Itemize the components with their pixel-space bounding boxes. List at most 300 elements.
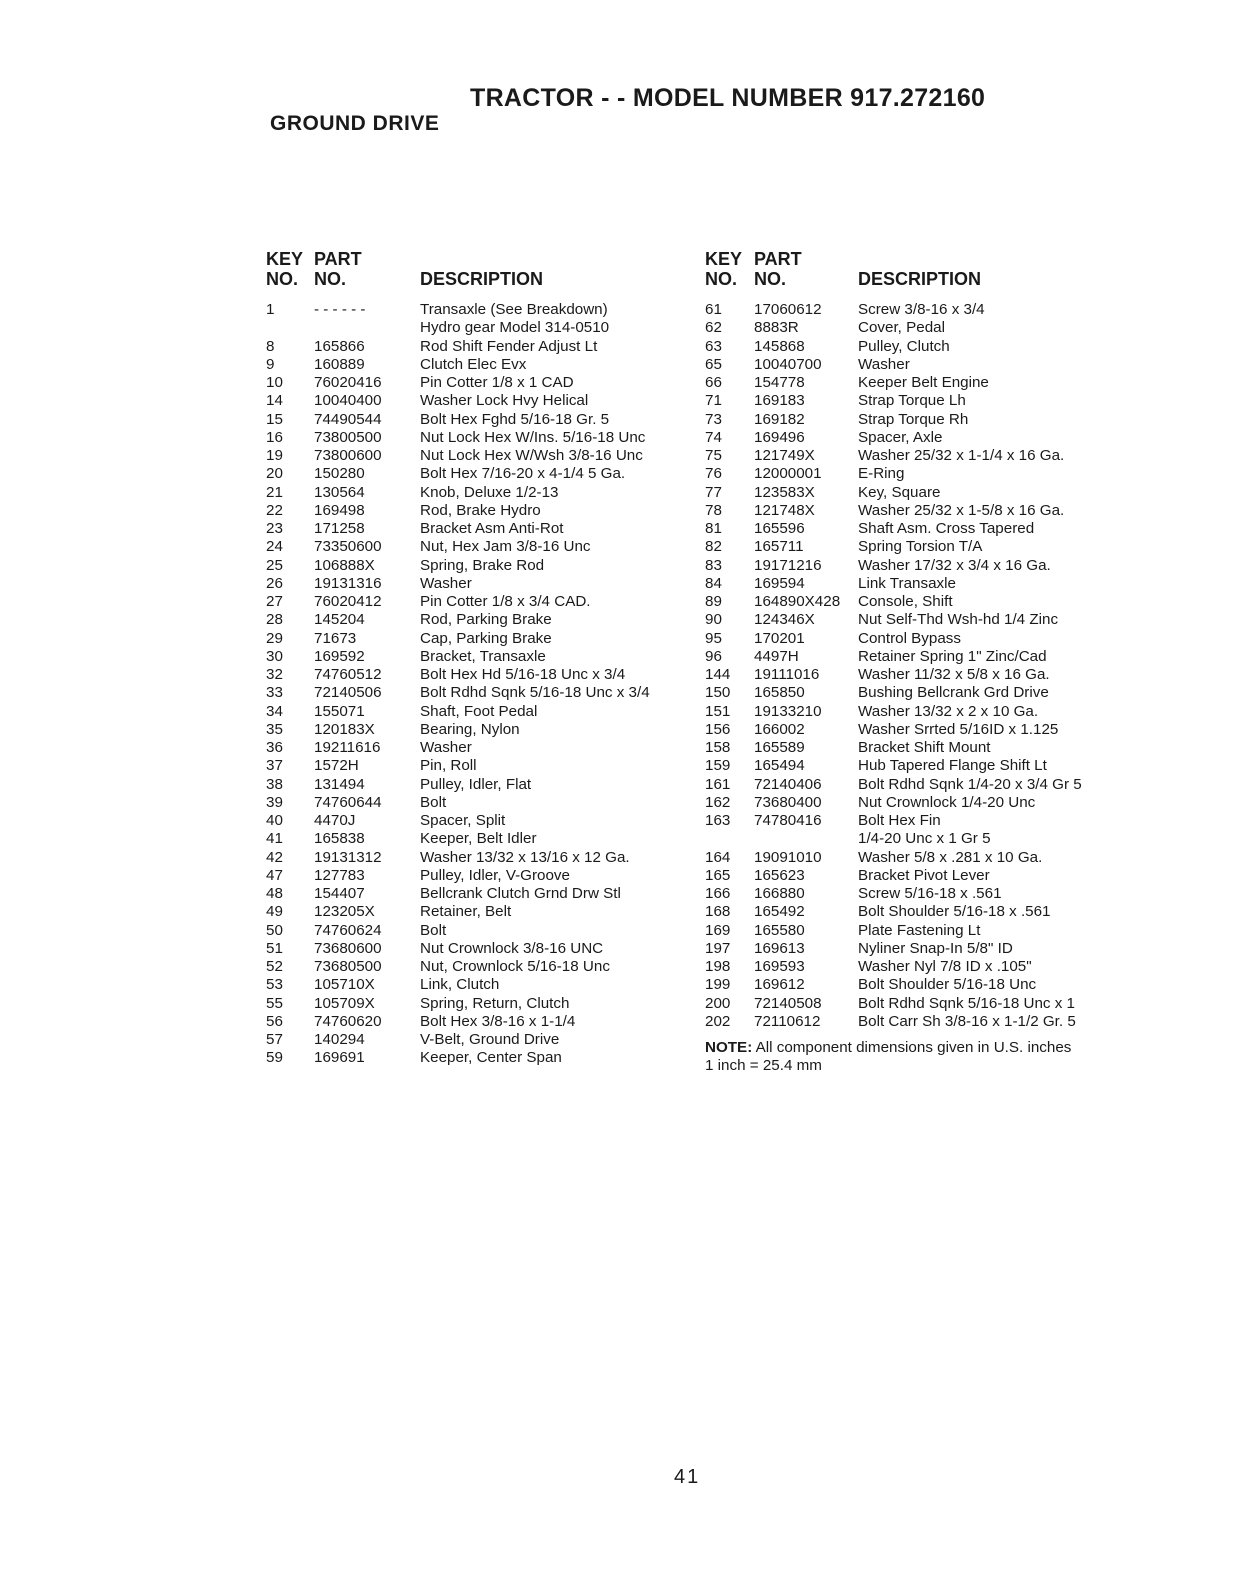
part-number: 164890X428: [754, 593, 841, 610]
part-number: 127783: [314, 866, 365, 884]
key-number: 23: [266, 520, 283, 537]
parts-list-right: [705, 249, 1125, 1075]
table-row: [266, 703, 696, 721]
part-description: Washer Nyl 7/8 ID x .105": [858, 958, 1032, 975]
key-number: 29: [266, 629, 283, 647]
part-number: 4497H: [754, 647, 799, 665]
table-row: [266, 411, 696, 429]
table-row: [705, 830, 1125, 848]
table-row: [705, 429, 1125, 447]
part-number: 154778: [754, 374, 805, 391]
part-number: 74760512: [314, 666, 382, 683]
part-number: 123205X: [314, 903, 375, 921]
part-description: Link, Clutch: [420, 976, 500, 994]
key-number: 76: [705, 465, 722, 483]
part-description: Keeper, Center Span: [420, 1049, 562, 1067]
key-number: 50: [266, 921, 283, 939]
part-description: Washer Srrted 5/16ID x 1.125: [858, 720, 1059, 738]
part-description: Nut Lock Hex W/Wsh 3/8-16 Unc: [420, 447, 643, 464]
part-description: Bolt: [420, 793, 447, 811]
part-description: Transaxle (See Breakdown): [420, 301, 608, 318]
part-description: Nyliner Snap-In 5/8" ID: [858, 939, 1013, 957]
part-number: 154407: [314, 885, 365, 902]
part-description: Nut Self-Thd Wsh-hd 1/4 Zinc: [858, 611, 1059, 629]
part-number: 72140508: [754, 994, 822, 1012]
part-description: 1/4-20 Unc x 1 Gr 5: [858, 830, 991, 848]
part-description: Pin Cotter 1/8 x 1 CAD: [420, 374, 574, 391]
table-row: [705, 776, 1125, 794]
key-number: 96: [705, 647, 722, 665]
table-row: [266, 301, 696, 319]
key-number: 82: [705, 538, 722, 556]
dimensions-note: [705, 1039, 1125, 1075]
table-row: [266, 812, 696, 830]
table-row: [266, 392, 696, 410]
part-description: Rod, Parking Brake: [420, 611, 552, 629]
part-number: 130564: [314, 483, 365, 501]
table-row: [266, 995, 696, 1013]
table-row: [705, 593, 1125, 611]
part-number: 140294: [314, 1031, 365, 1048]
part-description: Pin Cotter 1/8 x 3/4 CAD.: [420, 593, 591, 610]
table-row: [266, 630, 696, 648]
part-number: 169691: [314, 1049, 365, 1067]
key-header-line1: KEY: [705, 249, 743, 269]
part-number: 73350600: [314, 538, 382, 556]
part-description: Cap, Parking Brake: [420, 629, 552, 647]
key-number: 162: [705, 793, 731, 811]
key-number: 158: [705, 739, 731, 756]
key-number: 28: [266, 611, 283, 629]
key-number: 62: [705, 319, 722, 337]
key-number: 10: [266, 374, 283, 391]
part-description: Bolt Hex 3/8-16 x 1-1/4: [420, 1012, 576, 1030]
part-description: Washer 17/32 x 3/4 x 16 Ga.: [858, 556, 1051, 574]
table-row: [705, 757, 1125, 775]
part-number: 74760624: [314, 921, 382, 939]
part-number: 169594: [754, 574, 805, 592]
table-row: [705, 958, 1125, 976]
part-number: 165838: [314, 830, 365, 848]
key-number: 21: [266, 483, 283, 501]
part-description: Pulley, Clutch: [858, 337, 950, 355]
part-number: 74780416: [754, 812, 822, 829]
note-conversion: 1 inch = 25.4 mm: [705, 1057, 822, 1074]
key-number: 61: [705, 301, 722, 318]
table-row: [266, 721, 696, 739]
key-number: 53: [266, 976, 283, 994]
table-row: [705, 538, 1125, 556]
part-number: - - - - - -: [314, 301, 366, 318]
part-number: 74490544: [314, 410, 382, 428]
part-description: Washer 11/32 x 5/8 x 16 Ga.: [858, 666, 1050, 683]
key-number: 77: [705, 483, 722, 501]
key-number: 30: [266, 647, 283, 665]
part-description: Rod, Brake Hydro: [420, 501, 541, 519]
part-description: V-Belt, Ground Drive: [420, 1031, 560, 1048]
table-row: [705, 557, 1125, 575]
description-header: DESCRIPTION: [858, 269, 982, 289]
part-number: 72140506: [314, 684, 382, 702]
key-number: 164: [705, 848, 731, 866]
table-row: [705, 995, 1125, 1013]
table-row: [266, 593, 696, 611]
table-row: [266, 319, 696, 337]
table-row: [705, 684, 1125, 702]
part-description: Bolt Hex Hd 5/16-18 Unc x 3/4: [420, 666, 626, 683]
key-number: 42: [266, 848, 283, 866]
table-row: [705, 648, 1125, 666]
part-description: Bearing, Nylon: [420, 720, 520, 738]
part-number: 73680500: [314, 958, 382, 975]
key-number: 73: [705, 410, 722, 428]
key-number: 20: [266, 465, 283, 483]
note-label: NOTE:: [705, 1039, 753, 1056]
key-number: 48: [266, 885, 283, 902]
key-number: 27: [266, 593, 283, 610]
key-number: 156: [705, 720, 731, 738]
part-description: Bolt Hex Fghd 5/16-18 Gr. 5: [420, 410, 610, 428]
table-row: [705, 721, 1125, 739]
table-row: [266, 830, 696, 848]
part-description: Bolt Carr Sh 3/8-16 x 1-1/2 Gr. 5: [858, 1012, 1076, 1030]
part-description: Strap Torque Rh: [858, 410, 969, 428]
part-description: Spring Torsion T/A: [858, 538, 983, 556]
key-number: 52: [266, 958, 283, 975]
part-description: Plate Fastening Lt: [858, 921, 981, 939]
part-description: Bolt: [420, 921, 447, 939]
part-number: 165589: [754, 739, 805, 756]
table-row: [266, 1031, 696, 1049]
table-row: [705, 502, 1125, 520]
part-header-line2: NO.: [314, 269, 347, 289]
table-row: [266, 465, 696, 483]
part-description: Washer: [858, 355, 910, 373]
part-description: Bolt Hex Fin: [858, 812, 941, 829]
key-number: 65: [705, 355, 722, 373]
key-number: 168: [705, 903, 731, 921]
part-number: 17060612: [754, 301, 822, 318]
part-description: Bolt Shoulder 5/16-18 x .561: [858, 903, 1051, 921]
part-number: 71673: [314, 629, 357, 647]
parts-rows-left: [266, 301, 696, 1068]
part-number: 123583X: [754, 483, 815, 501]
key-number: 74: [705, 428, 722, 446]
key-number: 75: [705, 447, 722, 464]
page-number: 41: [674, 1466, 701, 1488]
key-number: 33: [266, 684, 283, 702]
key-number: 8: [266, 337, 275, 355]
part-number: 8883R: [754, 319, 799, 337]
key-number: 144: [705, 666, 731, 683]
key-number: 38: [266, 775, 283, 793]
table-row: [705, 903, 1125, 921]
key-number: 40: [266, 812, 283, 829]
part-number: 72140406: [754, 775, 822, 793]
part-number: 169613: [754, 939, 805, 957]
part-description: Bolt Rdhd Sqnk 5/16-18 Unc x 1: [858, 994, 1075, 1012]
table-row: [705, 411, 1125, 429]
part-description: Pulley, Idler, Flat: [420, 775, 532, 793]
part-number: 165711: [754, 538, 804, 556]
part-description: Washer: [420, 739, 472, 756]
part-description: E-Ring: [858, 465, 905, 483]
part-description: Hub Tapered Flange Shift Lt: [858, 757, 1047, 775]
table-row: [705, 849, 1125, 867]
part-number: 169593: [754, 958, 805, 975]
key-number: 32: [266, 666, 283, 683]
description-header: DESCRIPTION: [420, 269, 544, 289]
part-header-line1: PART: [314, 249, 362, 269]
part-number: 160889: [314, 355, 365, 373]
part-description: Clutch Elec Evx: [420, 355, 527, 373]
part-number: 121748X: [754, 501, 815, 519]
part-description: Washer 25/32 x 1-5/8 x 16 Ga.: [858, 501, 1065, 519]
part-description: Screw 5/16-18 x .561: [858, 885, 1002, 902]
key-number: 16: [266, 428, 283, 446]
table-row: [266, 338, 696, 356]
key-number: 24: [266, 538, 283, 556]
table-row: [705, 812, 1125, 830]
key-number: 57: [266, 1031, 283, 1048]
part-number: 165494: [754, 757, 805, 775]
part-description: Washer Lock Hvy Helical: [420, 392, 589, 410]
part-description: Keeper Belt Engine: [858, 374, 989, 391]
table-row: [266, 520, 696, 538]
table-header-left: [266, 249, 696, 297]
table-row: [266, 757, 696, 775]
part-description: Washer 25/32 x 1-1/4 x 16 Ga.: [858, 447, 1065, 464]
part-description: Control Bypass: [858, 629, 961, 647]
key-number: 34: [266, 702, 283, 720]
key-number: 90: [705, 611, 722, 629]
table-row: [705, 611, 1125, 629]
part-number: 120183X: [314, 720, 375, 738]
part-number: 72110612: [754, 1012, 821, 1030]
part-number: 171258: [314, 520, 365, 537]
part-description: Washer: [420, 574, 472, 592]
part-description: Nut Crownlock 3/8-16 UNC: [420, 939, 604, 957]
part-number: 131494: [314, 775, 365, 793]
part-number: 166002: [754, 720, 805, 738]
part-description: Spring, Return, Clutch: [420, 994, 570, 1012]
key-number: 89: [705, 593, 722, 610]
table-row: [705, 794, 1125, 812]
part-number: 165492: [754, 903, 805, 921]
part-number: 124346X: [754, 611, 815, 629]
part-description: Rod Shift Fender Adjust Lt: [420, 337, 598, 355]
part-description: Strap Torque Lh: [858, 392, 966, 410]
table-row: [705, 575, 1125, 593]
key-number: 15: [266, 410, 283, 428]
part-description: Key, Square: [858, 483, 941, 501]
key-number: 47: [266, 866, 283, 884]
table-row: [266, 976, 696, 994]
table-row: [266, 484, 696, 502]
key-number: 1: [266, 301, 275, 318]
table-row: [705, 739, 1125, 757]
key-number: 66: [705, 374, 722, 391]
key-number: 78: [705, 501, 722, 519]
table-row: [266, 940, 696, 958]
part-description: Washer 5/8 x .281 x 10 Ga.: [858, 848, 1043, 866]
part-number: 169612: [754, 976, 805, 994]
table-row: [266, 429, 696, 447]
key-header-line2: NO.: [266, 269, 299, 289]
part-description: Bracket Pivot Lever: [858, 866, 990, 884]
part-number: 12000001: [754, 465, 822, 483]
part-description: Spacer, Split: [420, 812, 506, 829]
part-number: 165866: [314, 337, 365, 355]
part-number: 105709X: [314, 994, 375, 1012]
table-row: [705, 703, 1125, 721]
part-description: Bolt Shoulder 5/16-18 Unc: [858, 976, 1037, 994]
table-row: [705, 1013, 1125, 1031]
key-number: 25: [266, 556, 283, 574]
part-description: Bolt Hex 7/16-20 x 4-1/4 5 Ga.: [420, 465, 626, 483]
key-number: 14: [266, 392, 283, 410]
key-number: 202: [705, 1012, 731, 1030]
table-row: [266, 739, 696, 757]
key-number: 51: [266, 939, 283, 957]
key-number: 169: [705, 921, 731, 939]
part-number: 74760620: [314, 1012, 382, 1030]
table-row: [705, 630, 1125, 648]
part-number: 4470J: [314, 812, 356, 829]
part-description: Screw 3/8-16 x 3/4: [858, 301, 985, 318]
part-number: 169498: [314, 501, 365, 519]
table-row: [705, 885, 1125, 903]
key-number: 166: [705, 885, 731, 902]
part-description: Keeper, Belt Idler: [420, 830, 537, 848]
table-row: [705, 465, 1125, 483]
part-description: Shaft, Foot Pedal: [420, 702, 538, 720]
part-number: 19171216: [754, 556, 822, 574]
part-description: Bolt Rdhd Sqnk 5/16-18 Unc x 3/4: [420, 684, 650, 702]
key-number: 59: [266, 1049, 283, 1067]
part-description: Shaft Asm. Cross Tapered: [858, 520, 1035, 537]
key-number: 165: [705, 866, 731, 884]
part-description: Washer 13/32 x 2 x 10 Ga.: [858, 702, 1039, 720]
part-number: 19131316: [314, 574, 382, 592]
table-row: [266, 849, 696, 867]
parts-list-left: [266, 249, 696, 1068]
table-row: [705, 484, 1125, 502]
key-header-line1: KEY: [266, 249, 304, 269]
part-number: 19211616: [314, 739, 381, 756]
part-description: Bracket Asm Anti-Rot: [420, 520, 564, 537]
table-row: [266, 903, 696, 921]
key-number: 39: [266, 793, 283, 811]
table-row: [705, 922, 1125, 940]
part-number: 165850: [754, 684, 805, 702]
part-description: Spacer, Axle: [858, 428, 943, 446]
table-row: [266, 447, 696, 465]
part-number: 73800600: [314, 447, 382, 464]
key-number: 71: [705, 392, 722, 410]
key-number: 200: [705, 994, 731, 1012]
part-description: Cover, Pedal: [858, 319, 945, 337]
key-number: 150: [705, 684, 731, 702]
part-number: 155071: [314, 702, 365, 720]
part-description: Console, Shift: [858, 593, 953, 610]
table-row: [266, 502, 696, 520]
part-number: 169183: [754, 392, 805, 410]
table-row: [266, 575, 696, 593]
part-description: Bellcrank Clutch Grnd Drw Stl: [420, 885, 621, 902]
key-number: 19: [266, 447, 283, 464]
key-number: 161: [705, 775, 731, 793]
table-row: [266, 885, 696, 903]
key-number: 22: [266, 501, 283, 519]
part-number: 105710X: [314, 976, 375, 994]
part-number: 19111016: [754, 666, 820, 683]
part-description: Nut, Crownlock 5/16-18 Unc: [420, 958, 610, 975]
key-number: 151: [705, 702, 731, 720]
part-description: Washer 13/32 x 13/16 x 12 Ga.: [420, 848, 630, 866]
key-number: 9: [266, 355, 275, 373]
part-description: Nut Lock Hex W/Ins. 5/16-18 Unc: [420, 428, 646, 446]
table-row: [266, 867, 696, 885]
table-row: [705, 374, 1125, 392]
part-description: Spring, Brake Rod: [420, 556, 545, 574]
part-number: 73800500: [314, 428, 382, 446]
key-number: 63: [705, 337, 722, 355]
part-description: Bracket Shift Mount: [858, 739, 991, 756]
page-title: TRACTOR - - MODEL NUMBER 917.272160: [470, 84, 986, 112]
part-description: Pin, Roll: [420, 757, 477, 775]
table-row: [266, 666, 696, 684]
table-row: [266, 356, 696, 374]
key-number: 36: [266, 739, 283, 756]
section-title: GROUND DRIVE: [270, 112, 440, 135]
table-row: [705, 666, 1125, 684]
table-row: [705, 338, 1125, 356]
part-number: 76020416: [314, 374, 382, 391]
part-number: 145868: [754, 337, 805, 355]
part-number: 169592: [314, 647, 365, 665]
table-row: [266, 1049, 696, 1067]
key-number: 41: [266, 830, 283, 848]
table-row: [266, 374, 696, 392]
table-row: [266, 684, 696, 702]
key-header-line2: NO.: [705, 269, 738, 289]
key-number: 35: [266, 720, 283, 738]
part-number: 19131312: [314, 848, 382, 866]
part-number: 106888X: [314, 556, 375, 574]
table-row: [266, 794, 696, 812]
part-description: Knob, Deluxe 1/2-13: [420, 483, 559, 501]
part-number: 165580: [754, 921, 805, 939]
part-number: 10040700: [754, 355, 822, 373]
key-number: 26: [266, 574, 283, 592]
part-description: Nut, Hex Jam 3/8-16 Unc: [420, 538, 591, 556]
key-number: 198: [705, 958, 731, 975]
key-number: 159: [705, 757, 731, 775]
part-number: 166880: [754, 885, 805, 902]
part-number: 76020412: [314, 593, 382, 610]
table-row: [705, 520, 1125, 538]
key-number: 83: [705, 556, 722, 574]
parts-rows-right: [705, 301, 1125, 1031]
key-number: 95: [705, 629, 722, 647]
part-number: 169182: [754, 410, 805, 428]
table-row: [266, 1013, 696, 1031]
part-description: Nut Crownlock 1/4-20 Unc: [858, 793, 1036, 811]
part-number: 169496: [754, 428, 805, 446]
table-row: [266, 538, 696, 556]
key-number: 49: [266, 903, 283, 921]
